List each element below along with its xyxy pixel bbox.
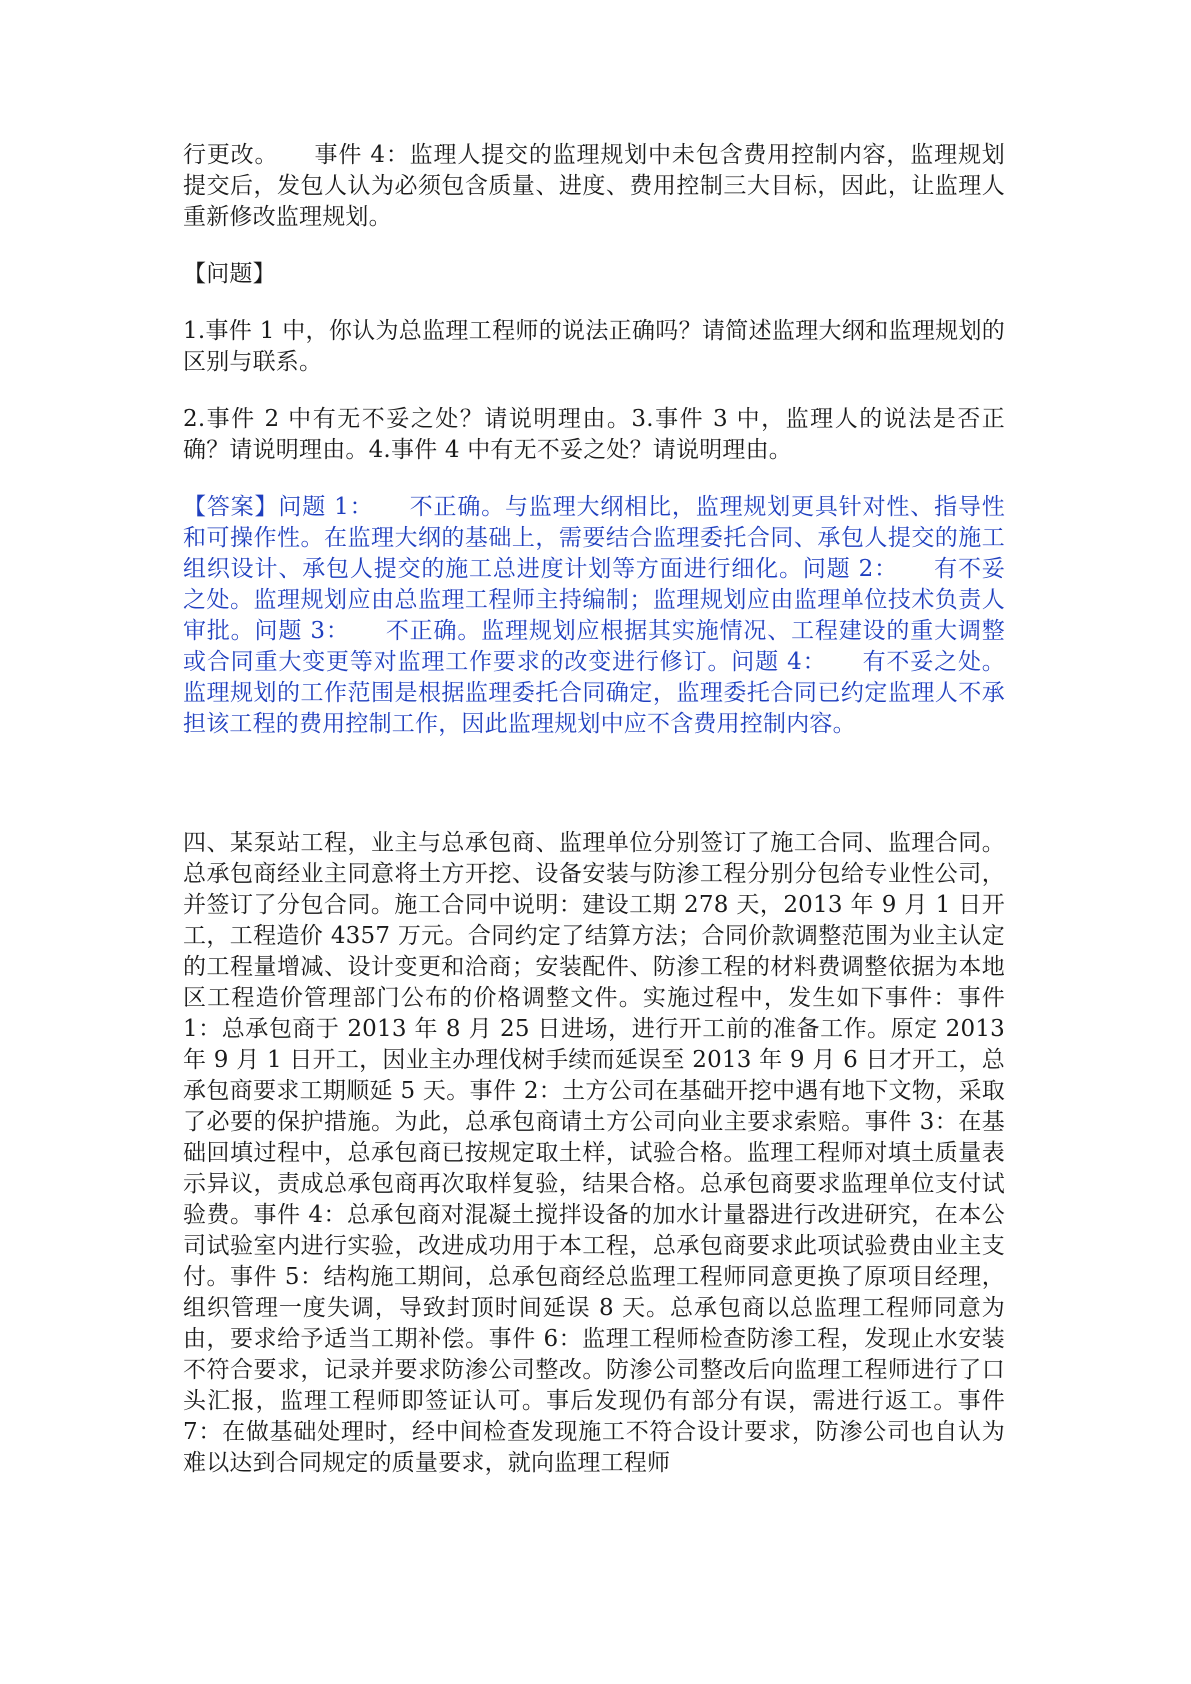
spacer [183,233,1005,259]
spacer [183,378,1005,404]
questions-heading: 【问题】 [183,261,276,287]
case-four-paragraph: 四、某泵站工程，业主与总承包商、监理单位分别签订了施工合同、监理合同。总承包商经业主同意将土方开挖、设备安装与防渗工程分别分包给专业性公司，并签订了分包合同。施工合同中说明：建设工期 278 天，2013 年 9 月 1 日开工，工程造价 4357 万元。合同约定了结算方法；合同价款调整范围为业主认定的工程量增减、设计变更和洽商；安装配件、防渗工程的材料费调整依据为本地区工程造价管理部门公布的价格调整文件。实施过程中，发生如下事件：事件 1：总承包商于 2013 年 8 月 25 日进场，进行开工前的准备工作。原定 2013 年 9 月 1 日开工，因业主办理伐树手续而延误至 2013 年 9 月 6 日才开工，总承包商要求工期顺延 5 天。事件 2：土方公司在基础开挖中遇有地下文物，采取了必要的保护措施。为此，总承包商请土方公司向业主要求索赔。事件 3：在基础回填过程中，总承包商已按规定取土样，试验合格。监理工程师对填土质量表示异议，责成总承包商再次取样复验，结果合格。总承包商要求监理单位支付试验费。事件 4：总承包商对混凝土搅拌设备的加水计量器进行改进研究，在本公司试验室内进行实验，改进成功用于本工程，总承包商要求此项试验费由业主支付。事件 5：结构施工期间，总承包商经总监理工程师同意更换了原项目经理，组织管理一度失调，导致封顶时间延误 8 天。总承包商以总监理工程师同意为由，要求给予适当工期补偿。事件 6：监理工程师检查防渗工程，发现止水安装不符合要求，记录并要求防渗公司整改。防渗公司整改后向监理工程师进行了口头汇报，监理工程师即签证认可。事后发现仍有部分有误，需进行返工。事件 7：在做基础处理时，经中间检查发现施工不符合设计要求，防渗公司也自认为难以达到合同规定的质量要求，就向监理工程师 [183,830,1005,1476]
spacer [183,290,1005,316]
spacer [183,466,1005,492]
question-1: 1.事件 1 中，你认为总监理工程师的说法正确吗？请简述监理大纲和监理规划的区别与联系。 [183,318,1005,375]
answer-paragraph: 【答案】问题 1： 不正确。与监理大纲相比，监理规划更具针对性、指导性和可操作性。在监理大纲的基础上，需要结合监理委托合同、承包人提交的施工组织设计、承包人提交的施工总进度计划等方面进行细化。问题 2： 有不妥之处。监理规划应由总监理工程师主持编制；监理规划应由监理单位技术负责人审批。问题 3： 不正确。监理规划应根据其实施情况、工程建设的重大调整或合同重大变更等对监理工作要求的改变进行修订。问题 4： 有不妥之处。监理规划的工作范围是根据监理委托合同确定，监理委托合同已约定监理人不承担该工程的费用控制工作，因此监理规划中应不含费用控制内容。 [183,494,1005,737]
intro-paragraph: 行更改。 事件 4：监理人提交的监理规划中未包含费用控制内容，监理规划提交后，发包人认为必须包含质量、进度、费用控制三大目标，因此，让监理人重新修改监理规划。 [183,142,1005,230]
question-2-4: 2.事件 2 中有无不妥之处？请说明理由。3.事件 3 中，监理人的说法是否正确？请说明理由。4.事件 4 中有无不妥之处？请说明理由。 [183,406,1005,463]
document-page [183,140,1005,1479]
spacer [183,740,1005,828]
